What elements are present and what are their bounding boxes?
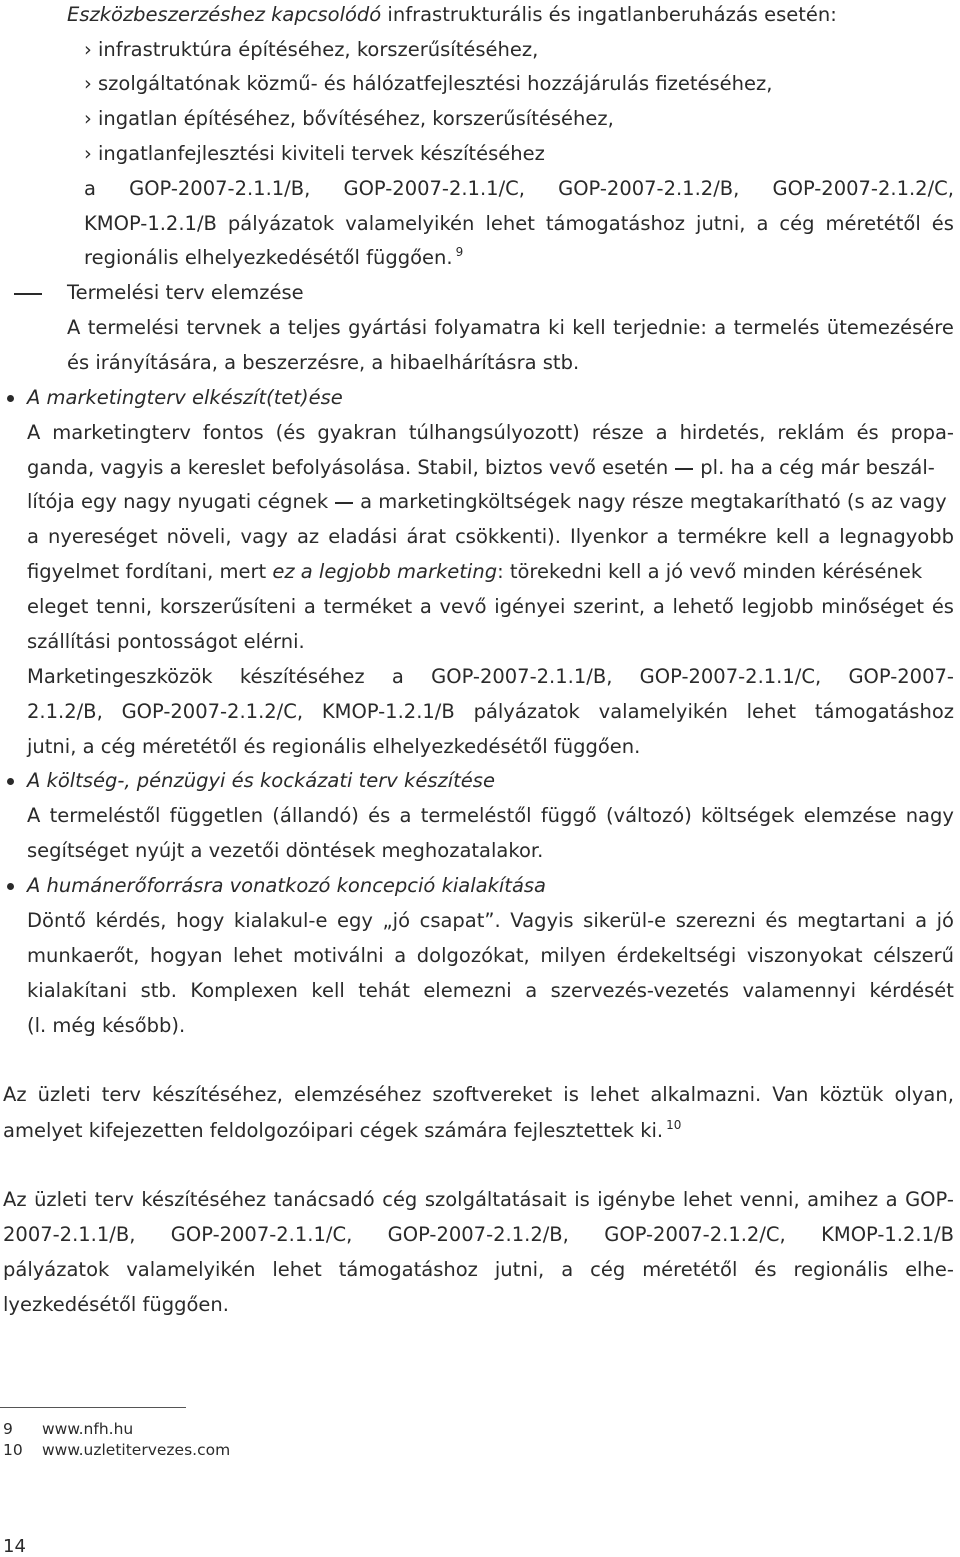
footnote-ref-9: 9	[455, 245, 464, 259]
marketing-line-7: szállítási pontosságot elérni.	[27, 630, 305, 653]
termelesi-line-1: A termelési tervnek a teljes gyártási folyamatra ki kell terjednie: a termelés ütemezésére	[67, 316, 954, 339]
consult-line-2: 2007-2.1.1/B, GOP-2007-2.1.1/C, GOP-2007-2.1.2/B, GOP-2007-2.1.2/C, KMOP-1.2.1/B	[3, 1223, 954, 1246]
consult-line-4: lyezkedésétől függően.	[3, 1293, 229, 1316]
arrow-item: › szolgáltatónak közmű- és hálózatfejlesztési hozzájárulás fizetéséhez,	[84, 72, 773, 95]
termelesi-heading: Termelési terv elemzése	[67, 281, 304, 304]
footnote-9	[3, 1422, 133, 1438]
consult-line-3: pályázatok valamelyikén lehet támogatáshoz jutni, a cég méretétől és regionális elhe-	[3, 1258, 954, 1281]
arrow-item: › ingatlan építéséhez, bővítéséhez, korszerűsítéséhez,	[84, 107, 614, 130]
human-line-2: munkaerőt, hogyan lehet motiválni a dolgozókat, milyen érdekeltségi viszonyokat célszerű	[27, 944, 954, 967]
koltseg-line-2: segítséget nyújt a vezetői döntések meghozatalakor.	[27, 839, 544, 862]
footnote-number: 9	[3, 1420, 13, 1438]
human-line-3: kialakítani stb. Komplexen kell tehát elemezni a szervezés-vezetés valamennyi kérdését	[27, 979, 954, 1002]
marketing-line-1: A marketingterv fontos (és gyakran túlhangsúlyozott) része a hirdetés, reklám és propa-	[27, 421, 954, 444]
arrow-item: › ingatlanfejlesztési kiviteli tervek készítéséhez	[84, 142, 545, 165]
dash-bullet-icon	[14, 293, 42, 295]
human-title: A humánerőforrásra vonatkozó koncepció kialakítása	[27, 874, 547, 897]
bullet-dot-icon	[7, 395, 14, 402]
footnote-link[interactable]: www.nfh.hu	[42, 1420, 134, 1438]
page-number: 14	[3, 1536, 26, 1557]
gop-line-3: regionális elhelyezkedésétől függően. $^9$	[84, 245, 464, 269]
inline-dash-icon	[335, 502, 353, 504]
footnote-10	[3, 1443, 230, 1459]
consult-line-1: Az üzleti terv készítéséhez tanácsadó cég szolgáltatásait is igénybe lehet venni, amihez a GOP-	[3, 1188, 954, 1211]
intro-lead-rest: infrastrukturális és ingatlanberuházás esetén:	[381, 3, 837, 26]
koltseg-title: A költség-, pénzügyi és kockázati terv készítése	[27, 769, 495, 792]
bullet-dot-icon	[7, 778, 14, 785]
marketing-p2-line-2: 2.1.2/B, GOP-2007-2.1.2/C, KMOP-1.2.1/B pályázatok valamelyikén lehet támogatáshoz	[27, 700, 954, 723]
bullet-dot-icon	[7, 883, 14, 890]
gop-line-1: a GOP-2007-2.1.1/B, GOP-2007-2.1.1/C, GOP-2007-2.1.2/B, GOP-2007-2.1.2/C,	[84, 177, 954, 200]
intro-lead-italic: Eszközbeszerzéshez kapcsolódó	[67, 3, 382, 26]
footnote-ref-10: 10	[666, 1118, 682, 1132]
software-line-1: Az üzleti terv készítéséhez, elemzéséhez szoftvereket is lehet alkalmazni. Van köztük olyan,	[3, 1083, 954, 1106]
inline-dash-icon	[675, 468, 693, 470]
marketing-p2-line-3: jutni, a cég méretétől és regionális elhelyezkedésétől függően.	[27, 735, 641, 758]
footnote-rule	[0, 1407, 186, 1408]
marketing-line-3: lítója egy nagy nyugati cégnek a marketingköltségek nagy része megtakarítható (s az vagy	[27, 490, 947, 513]
footnote-number: 10	[3, 1441, 23, 1459]
marketing-line-4: a nyereséget növeli, vagy az eladási árat csökkenti). Ilyenkor a termékre kell a legnagyobb	[27, 525, 954, 548]
intro-line	[67, 5, 837, 25]
human-line-1: Döntő kérdés, hogy kialakul-e egy „jó csapat”. Vagyis sikerül-e szerezni és megtartani a jó	[27, 909, 954, 932]
human-line-4: (l. még később).	[27, 1014, 186, 1037]
arrow-item: › infrastruktúra építéséhez, korszerűsítéséhez,	[84, 38, 539, 61]
koltseg-line-1: A termeléstől független (állandó) és a termeléstől függő (változó) költségek elemzése nagy	[27, 804, 954, 827]
software-line-2: amelyet kifejezetten feldolgozóipari cégek számára fejlesztettek ki. $^{10}$	[3, 1118, 682, 1142]
termelesi-line-2: és irányítására, a beszerzésre, a hibaelhárításra stb.	[67, 351, 580, 374]
footnote-link[interactable]: www.uzletitervezes.com	[42, 1441, 231, 1459]
marketing-title: A marketingterv elkészít(tet)ése	[27, 386, 343, 409]
marketing-line-6: eleget tenni, korszerűsíteni a terméket a vevő igényei szerint, a lehető legjobb minőséget és	[27, 595, 954, 618]
marketing-line-5: figyelmet fordítani, mert ez a legjobb marketing: törekedni kell a jó vevő minden kérésének	[27, 560, 923, 583]
marketing-line-2: ganda, vagyis a kereslet befolyásolása. Stabil, biztos vevő esetén pl. ha a cég már beszál-	[27, 456, 935, 479]
marketing-p2-line-1: Marketingeszközök készítéséhez a GOP-2007-2.1.1/B, GOP-2007-2.1.1/C, GOP-2007-	[27, 665, 954, 688]
gop-line-2: KMOP-1.2.1/B pályázatok valamelyikén lehet támogatáshoz jutni, a cég méretétől és	[84, 212, 954, 235]
